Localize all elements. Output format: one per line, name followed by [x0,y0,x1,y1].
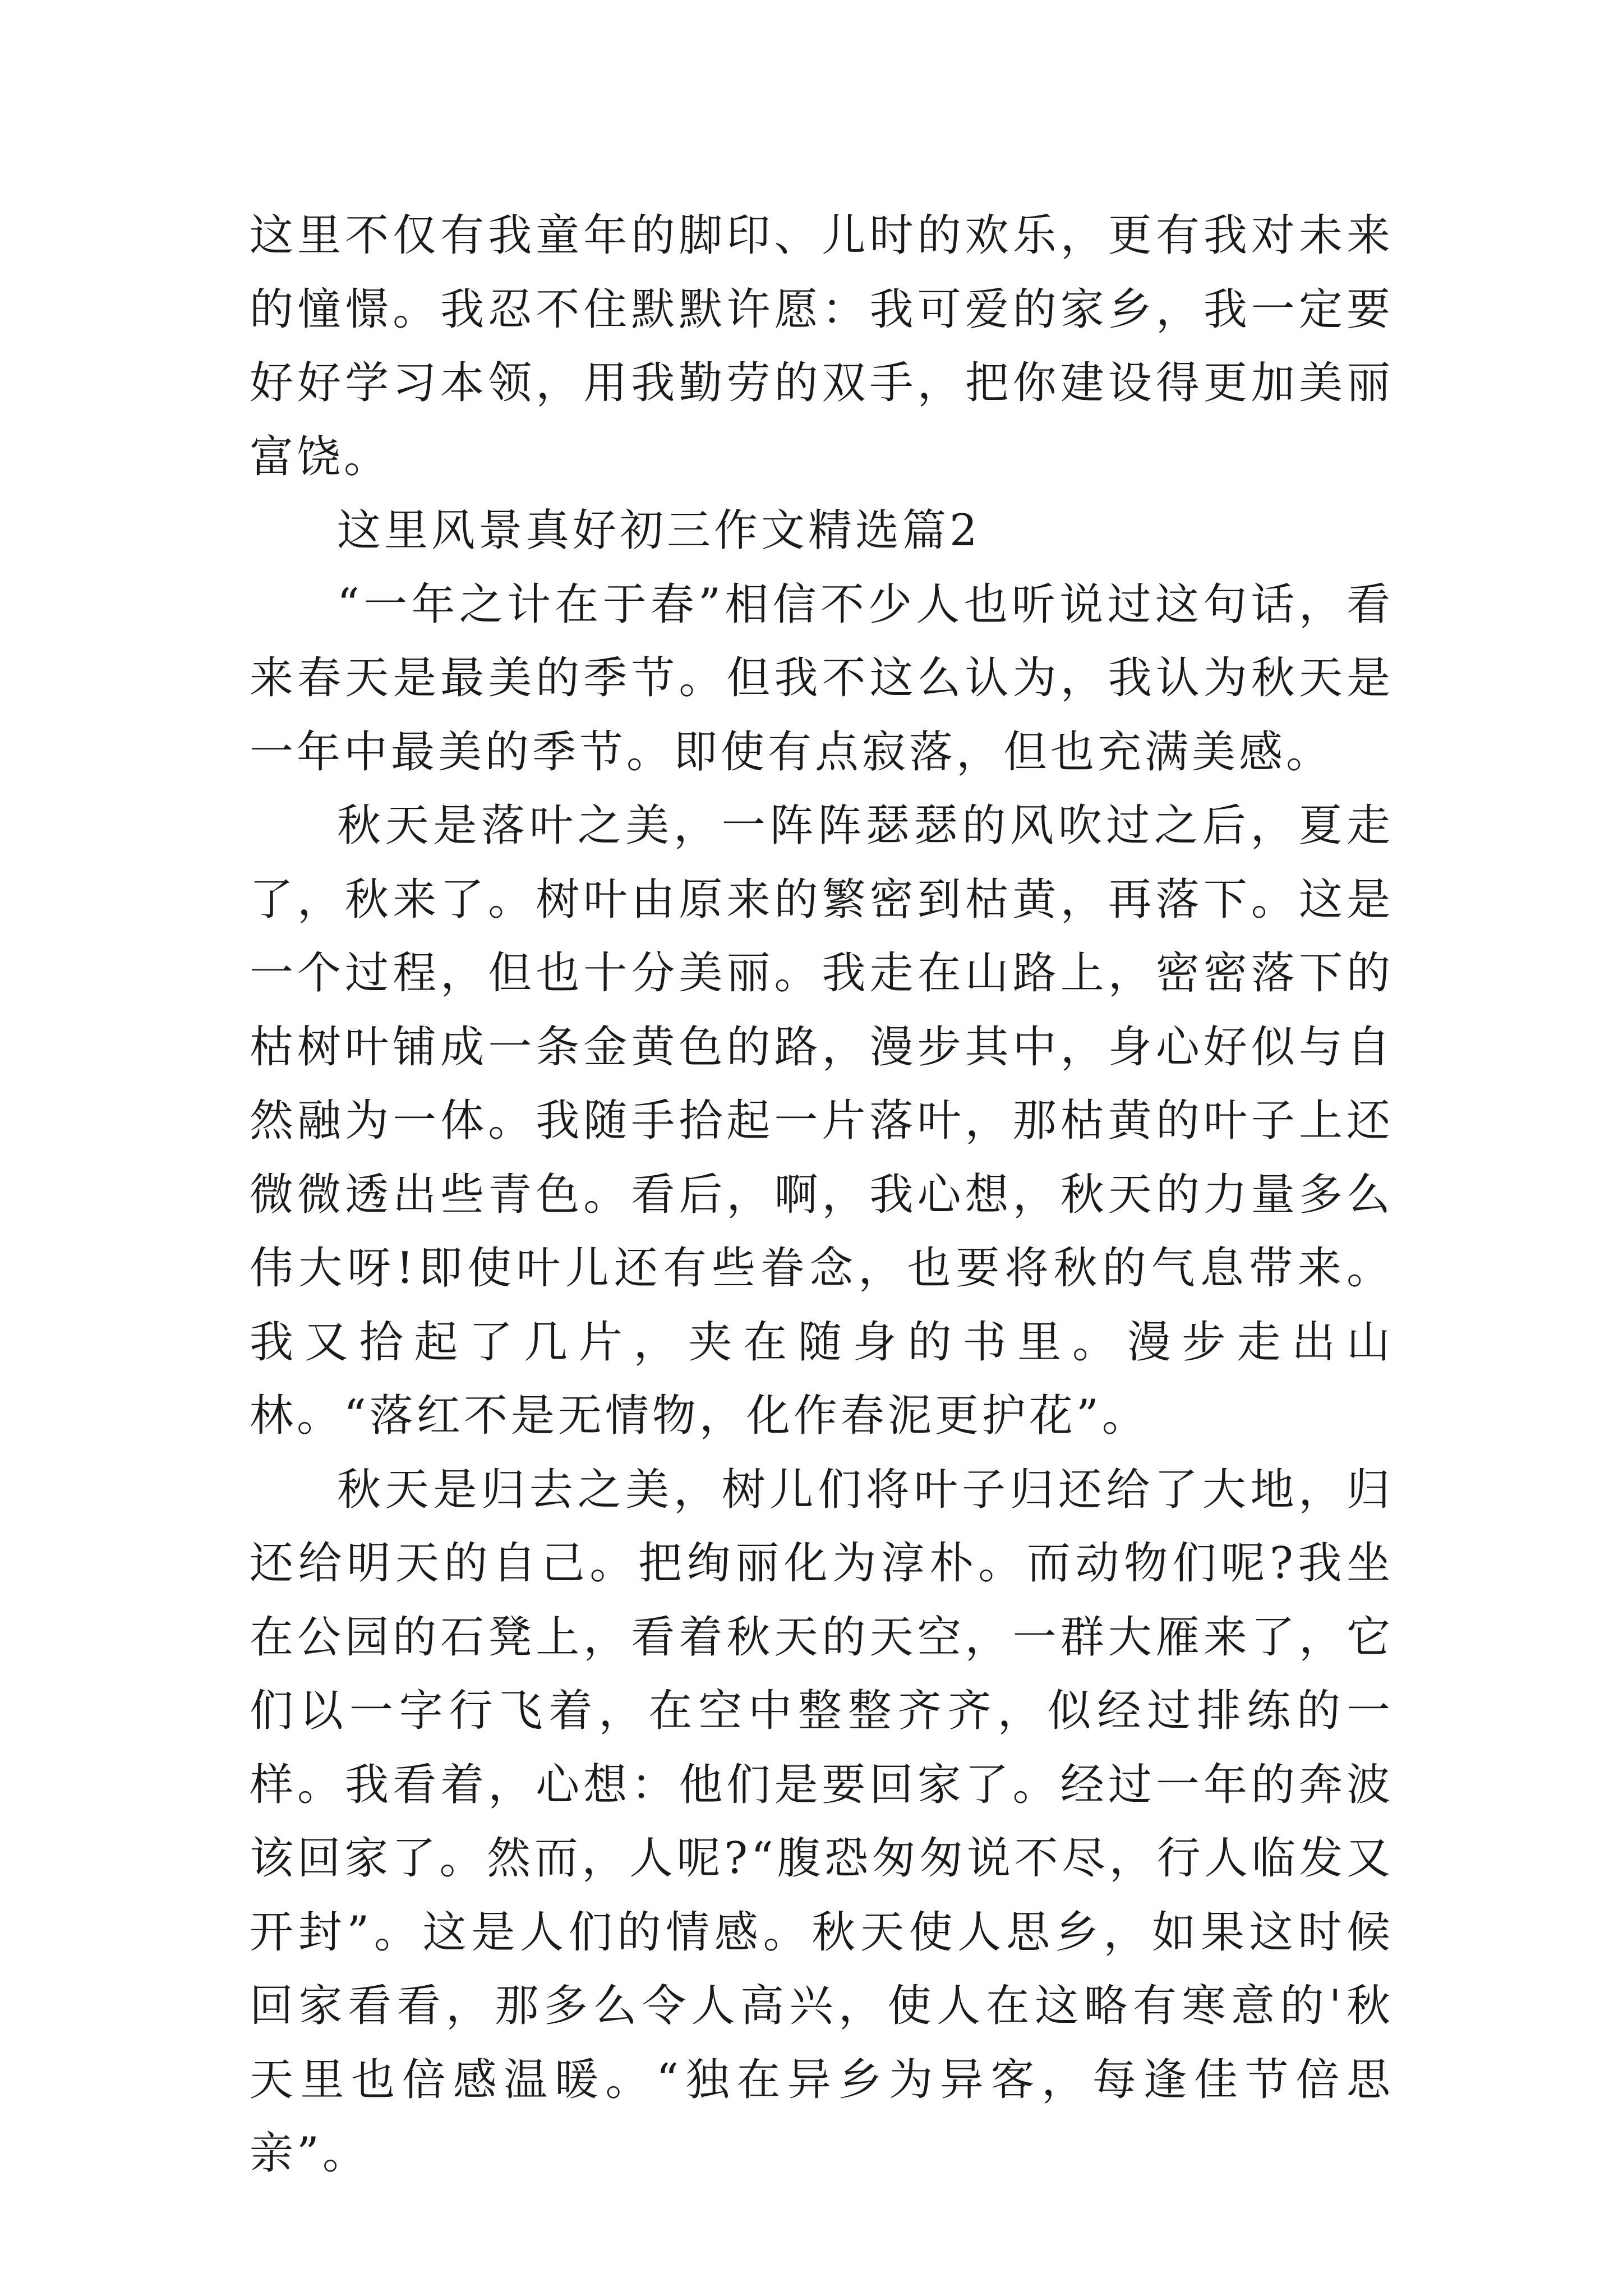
paragraph-continuation: 这里不仅有我童年的脚印、儿时的欢乐，更有我对未来的憧憬。我忍不住默默许愿：我可爱的家乡，我一定要好好学习本领，用我勤劳的双手，把你建设得更加美丽富饶。 [250,210,1394,482]
paragraph-intro: “一年之计在于春”相信不少人也听说过这句话，看来春天是最美的季节。但我不这么认为，我认为秋天是一年中最美的季节。即使有点寂落，但也充满美感。 [250,579,1394,777]
paragraph-return-home: 秋天是归去之美，树儿们将叶子归还给了大地，归还给明天的自己。把绚丽化为淳朴。而动物们呢?我坐在公园的石凳上，看着秋天的天空，一群大雁来了，它们以一字行飞着，在空中整整齐齐，似经过排练的一样。我看着，心想：他们是要回家了。经过一年的奔波该回家了。然而，人呢?“腹恐匆匆说不尽，行人临发又开封”。这是人们的情感。秋天使人思乡，如果这时候回家看看，那多么令人高兴，使人在这略有寒意的'秋天里也倍感温暖。“独在异乡为异客，每逢佳节倍思亲”。 [250,1464,1394,2179]
paragraph-falling-leaves: 秋天是落叶之美，一阵阵瑟瑟的风吹过之后，夏走了，秋来了。树叶由原来的繁密到枯黄，再落下。这是一个过程，但也十分美丽。我走在山路上，密密落下的枯树叶铺成一条金黄色的路，漫步其中，身心好似与自然融为一体。我随手拾起一片落叶，那枯黄的叶子上还微微透出些青色。看后，啊，我心想，秋天的力量多么伟大呀!即使叶儿还有些眷念，也要将秋的气息带来。我又拾起了几片，夹在随身的书里。漫步走出山林。“落红不是无情物，化作春泥更护花”。 [250,800,1394,1441]
essay-body [250,199,1394,2191]
essay-heading: 这里风景真好初三作文精选篇2 [337,505,981,556]
